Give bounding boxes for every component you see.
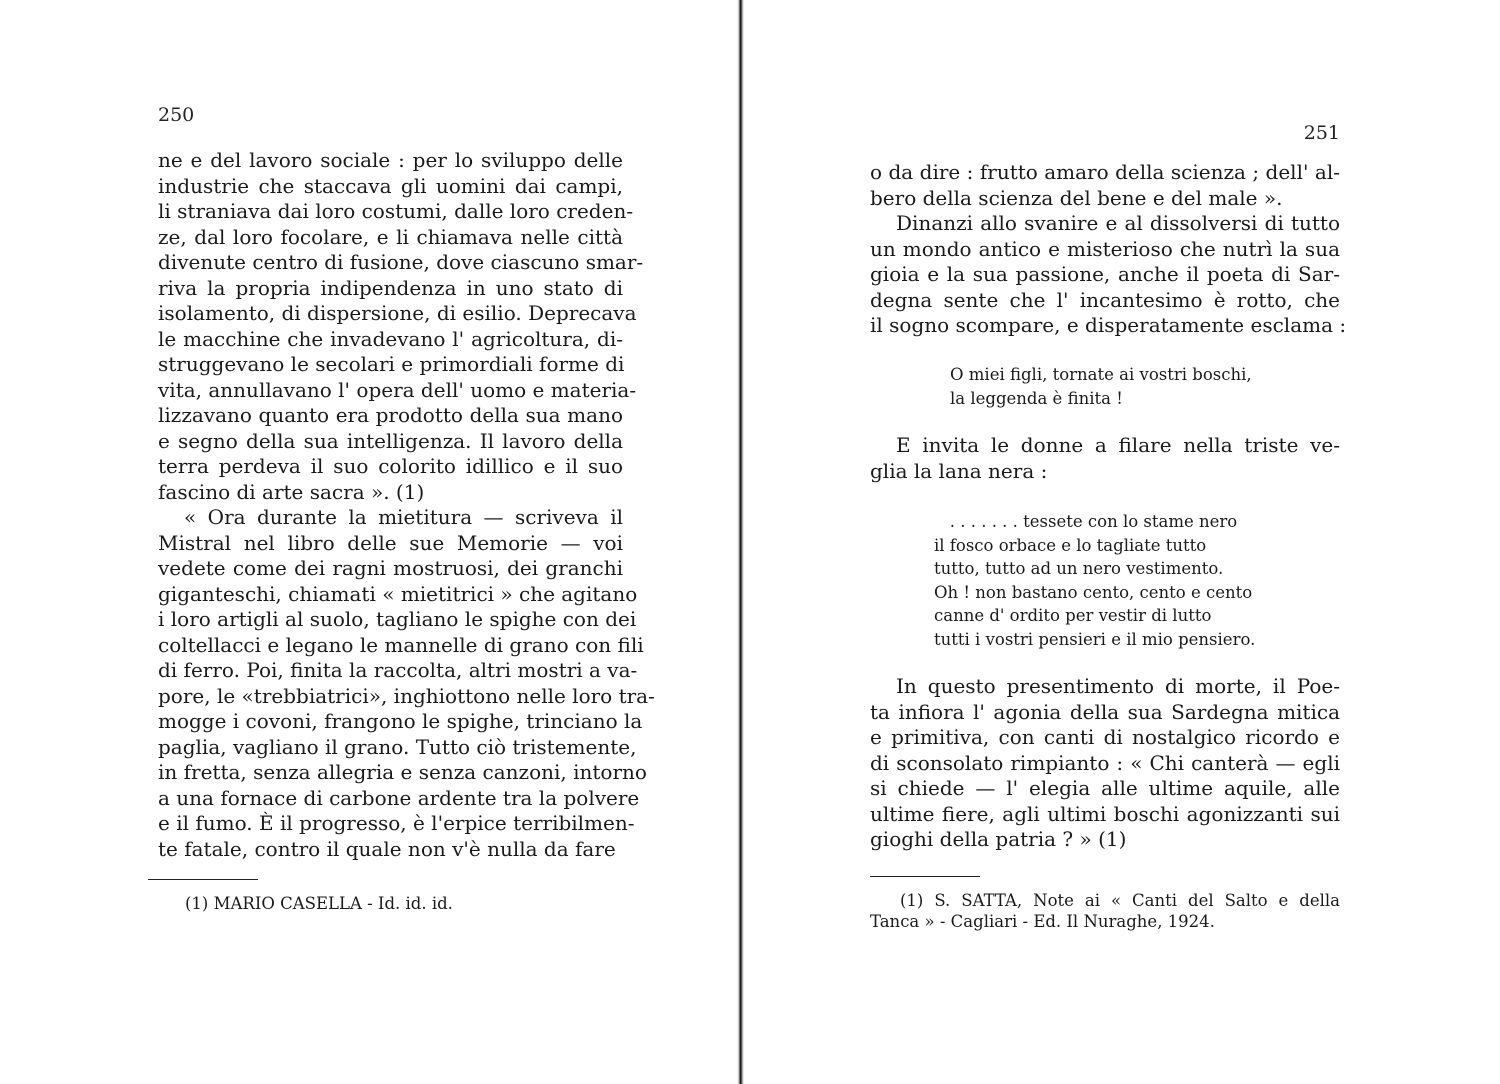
text-line: fascino di arte sacra ». (1) bbox=[158, 479, 425, 504]
text-line: In questo presentimento di morte, il Poe- bbox=[896, 674, 1340, 698]
text-line: giganteschi, chiamati « mietitrici » che agitano bbox=[158, 581, 638, 606]
poem-line: il fosco orbace e lo tagliate tutto bbox=[934, 535, 1207, 555]
text-line: un mondo antico e misterioso che nutrì la sua bbox=[870, 236, 1340, 261]
poem-line: tutti i vostri pensieri e il mio pensiero. bbox=[934, 629, 1256, 649]
footnote-rule-right bbox=[870, 876, 980, 877]
text-line: bero della scienza del bene e del male ». bbox=[870, 185, 1283, 210]
left-page bbox=[0, 0, 738, 1084]
text-line: Tanca » - Cagliari - Ed. Il Nuraghe, 1924. bbox=[870, 912, 1215, 931]
text-line: terra perdeva il suo colorito idillico e il suo bbox=[158, 454, 623, 478]
text-line: divenute centro di fusione, dove ciascuno smar- bbox=[158, 250, 644, 274]
text-line: te fatale, contro il quale non v'è nulla da fare bbox=[158, 836, 616, 861]
text-line: si chiede — l' elegia alle ultime aquile, alle bbox=[870, 776, 1340, 800]
right-paragraph-3 bbox=[870, 674, 1340, 853]
text-line: di ferro. Poi, finita la raccolta, altri mostri a va- bbox=[158, 658, 638, 682]
text-line: vedete come dei ragni mostruosi, dei granchi bbox=[158, 556, 623, 580]
text-line: isolamento, di dispersione, di esilio. Deprecava bbox=[158, 301, 637, 325]
text-line: coltellacci e legano le mannelle di grano con fili bbox=[158, 632, 644, 657]
poem-line: la leggenda è finita ! bbox=[950, 388, 1123, 408]
text-line: gioghi della patria ? » (1) bbox=[870, 827, 1127, 851]
text-line: mogge i covoni, frangono le spighe, trinciano la bbox=[158, 709, 643, 733]
text-line: ze, dal loro focolare, e li chiamava nelle città bbox=[158, 224, 623, 249]
text-line: a una fornace di carbone ardente tra la polvere bbox=[158, 785, 640, 810]
text-line: Mistral nel libro delle sue Memorie — voi bbox=[158, 530, 623, 555]
footnote-left: (1) MARIO CASELLA - Id. id. id. bbox=[185, 894, 453, 913]
text-line: degna sente che l' incantesimo è rotto, che bbox=[870, 287, 1340, 312]
footnote-right bbox=[870, 890, 1340, 932]
text-line: glia la lana nera : bbox=[870, 458, 1048, 483]
right-body-text-3 bbox=[870, 674, 1340, 853]
text-line: E invita le donne a filare nella triste ve- bbox=[896, 433, 1340, 457]
text-line: le macchine che invadevano l' agricoltura, di- bbox=[158, 326, 623, 351]
text-line: lizzavano quanto era prodotto della sua mano bbox=[158, 403, 623, 427]
text-line: paglia, vagliano il grano. Tutto ciò tristemente, bbox=[158, 734, 637, 759]
poem-quote-2 bbox=[934, 510, 1255, 651]
text-line: ta infiora l' agonia della sua Sardegna mitica bbox=[870, 699, 1340, 724]
text-line: di sconsolato rimpianto : « Chi canterà — egli bbox=[870, 750, 1340, 775]
poem-line: canne d' ordito per vestir di lutto bbox=[934, 606, 1212, 625]
right-paragraph-2 bbox=[870, 433, 1340, 484]
text-line: vita, annullavano l' opera dell' uomo e materia- bbox=[158, 377, 637, 402]
poem-line: Oh ! non bastano cento, cento e cento bbox=[934, 582, 1253, 602]
right-paragraph-1 bbox=[870, 160, 1347, 339]
text-line: riva la propria indipendenza in uno stato di bbox=[158, 275, 623, 300]
left-body-text bbox=[158, 148, 655, 862]
text-line: in fretta, senza allegria e senza canzoni, intorno bbox=[158, 760, 647, 784]
text-line: il sogno scompare, e disperatamente esclama : bbox=[870, 313, 1347, 337]
text-line: industrie che staccava gli uomini dai campi, bbox=[158, 173, 623, 198]
text-line: « Ora durante la mietitura — scriveva il bbox=[184, 505, 623, 529]
text-line: ultime fiere, agli ultimi boschi agonizzanti sui bbox=[870, 801, 1340, 826]
text-line: Dinanzi allo svanire e al dissolversi di tutto bbox=[896, 211, 1340, 235]
text-line: i loro artigli al suolo, tagliano le spighe con dei bbox=[158, 607, 637, 631]
right-body-text bbox=[870, 160, 1347, 339]
text-line: ne e del lavoro sociale : per lo sviluppo delle bbox=[158, 148, 623, 172]
poem-line: . . . . . . . tessete con lo stame nero bbox=[934, 512, 1238, 531]
text-line: struggevano le secolari e primordiali forme di bbox=[158, 352, 625, 376]
text-line: o da dire : frutto amaro della scienza ; dell' al- bbox=[870, 160, 1340, 184]
text-line: e primitiva, con canti di nostalgico ricordo e bbox=[870, 725, 1340, 749]
footnote-rule-left bbox=[148, 879, 258, 880]
text-line: gioia e la sua passione, anche il poeta di Sar- bbox=[870, 262, 1340, 286]
text-line: (1) S. SATTA, Note ai « Canti del Salto e della bbox=[900, 891, 1340, 910]
poem-line: tutto, tutto ad un nero vestimento. bbox=[934, 559, 1224, 578]
text-line: li straniava dai loro costumi, dalle loro creden- bbox=[158, 199, 634, 223]
page-number-right: 251 bbox=[1303, 122, 1340, 144]
poem-quote-1 bbox=[950, 363, 1252, 410]
text-line: pore, le «trebbiatrici», inghiottono nelle loro tra- bbox=[158, 683, 655, 708]
page-number-left: 250 bbox=[158, 104, 195, 126]
text-line: e il fumo. È il progresso, è l'erpice terribilmen- bbox=[158, 811, 635, 835]
poem-line: O miei figli, tornate ai vostri boschi, bbox=[950, 365, 1252, 384]
right-body-text-2 bbox=[870, 433, 1340, 484]
text-line: e segno della sua intelligenza. Il lavoro della bbox=[158, 428, 623, 453]
book-gutter bbox=[737, 0, 744, 1084]
